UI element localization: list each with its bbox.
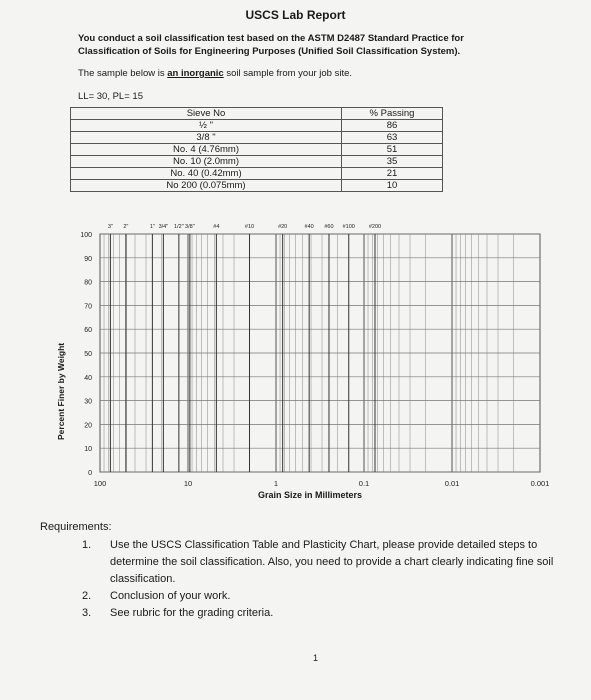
- sieve-tick-label: #60: [324, 224, 334, 230]
- y-tick-label: 50: [84, 351, 92, 358]
- table-row: [71, 144, 443, 156]
- y-tick-label: 70: [84, 303, 92, 311]
- sieve-cell: ½ ": [71, 120, 342, 132]
- table-row: [71, 120, 443, 132]
- x-tick-label: 1: [273, 479, 279, 488]
- intro-paragraph: You conduct a soil classification test based on the ASTM D2487 Standard Practice for Classification of Soils for Engineering Purposes (Unified Soil Classification System).: [78, 33, 464, 57]
- table-row: [71, 180, 443, 192]
- sample-prefix: The sample below is: [78, 68, 168, 79]
- table-row: [71, 168, 443, 180]
- y-tick-label: 90: [84, 255, 92, 263]
- sieve-tick-label: #4: [213, 224, 220, 230]
- x-tick-label: 0.01: [444, 479, 460, 488]
- y-tick-label: 20: [84, 422, 92, 430]
- y-tick-label: 40: [84, 374, 92, 382]
- sample-suffix: soil sample from your job site.: [223, 68, 353, 79]
- passing-cell: 21: [342, 168, 443, 180]
- y-axis-label: Percent Finer by Weight: [56, 342, 66, 440]
- page-title: USCS Lab Report: [245, 8, 346, 22]
- sieve-cell: No 200 (0.075mm): [71, 180, 342, 192]
- y-tick-label: 10: [84, 446, 92, 454]
- y-tick-label: 0: [88, 470, 92, 477]
- sieve-tick-label: 2": [123, 224, 129, 230]
- header-sieve-no: Sieve No: [71, 108, 342, 120]
- list-item: [72, 588, 572, 605]
- x-tick-label: 100: [93, 479, 107, 488]
- header-passing: % Passing: [342, 108, 443, 120]
- y-tick-label: 100: [80, 232, 92, 239]
- sample-description: [78, 68, 352, 79]
- page-number: 1: [313, 653, 319, 663]
- passing-cell: 10: [342, 180, 443, 192]
- sieve-tick-label: 3/8": [185, 224, 195, 230]
- item-text: See rubric for the grading criteria.: [110, 607, 274, 619]
- item-number: 1.: [82, 539, 92, 551]
- y-tick-label: 60: [84, 327, 92, 335]
- passing-cell: 86: [342, 120, 443, 132]
- x-tick-label: 0.1: [358, 479, 370, 488]
- x-tick-label: 0.001: [530, 479, 550, 488]
- requirements-heading: Requirements:: [40, 521, 112, 533]
- sieve-cell: No. 40 (0.42mm): [71, 168, 342, 180]
- x-axis-label: Grain Size in Millimeters: [258, 490, 363, 500]
- sieve-tick-label: #100: [342, 224, 355, 230]
- sieve-tick-label: 3/4": [158, 224, 169, 230]
- x-tick-label: 10: [183, 479, 193, 488]
- item-text: Conclusion of your work.: [110, 590, 231, 602]
- sieve-tick-label: #40: [304, 224, 314, 230]
- list-item: [72, 537, 572, 588]
- table-header-row: [71, 108, 443, 120]
- grain-size-chart: [55, 212, 555, 507]
- atterberg-limits: LL= 30, PL= 15: [78, 91, 143, 102]
- sieve-tick-label: 3": [107, 224, 113, 230]
- sieve-tick-label: #20: [278, 224, 288, 230]
- sample-emphasis: an inorganic: [167, 68, 224, 79]
- list-item: [72, 605, 572, 622]
- sieve-cell: No. 10 (2.0mm): [71, 156, 342, 168]
- sieve-tick-label: #10: [244, 224, 255, 230]
- y-tick-label: 30: [84, 398, 92, 406]
- sieve-cell: 3/8 ": [71, 132, 342, 144]
- sieve-tick-label: #200: [368, 224, 382, 230]
- sieve-tick-label: 1/2": [174, 224, 184, 230]
- item-number: 3.: [82, 607, 92, 619]
- item-text: Use the USCS Classification Table and Plasticity Chart, please provide detailed steps to determine the soil classification. Also, you need to provide a chart clearly indicating fine soil classification.: [110, 539, 554, 585]
- sieve-cell: No. 4 (4.76mm): [71, 144, 342, 156]
- sieve-table: [70, 107, 443, 192]
- passing-cell: 35: [342, 156, 443, 168]
- y-tick-label: 80: [84, 279, 92, 287]
- sieve-tick-label: 1": [149, 224, 155, 230]
- passing-cell: 63: [342, 132, 443, 144]
- passing-cell: 51: [342, 144, 443, 156]
- item-number: 2.: [82, 590, 92, 602]
- table-row: [71, 156, 443, 168]
- table-row: [71, 132, 443, 144]
- requirements-list: [72, 537, 572, 622]
